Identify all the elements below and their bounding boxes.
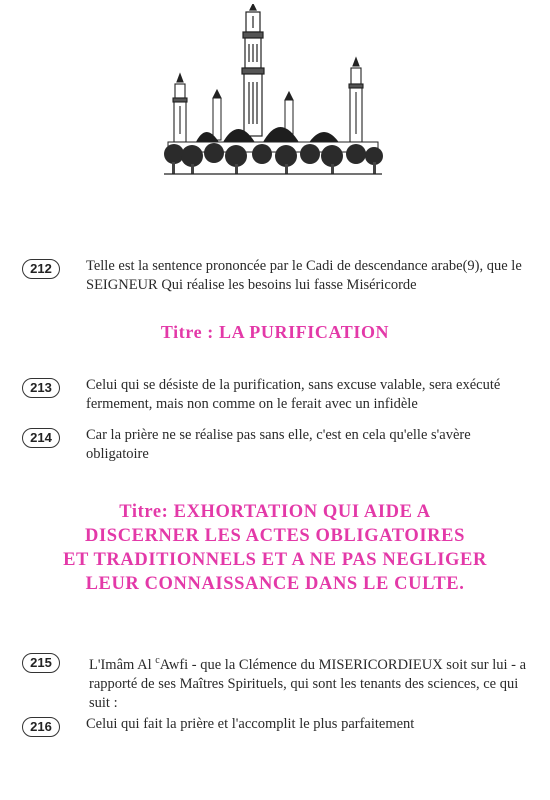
- verse-number-badge: 212: [22, 259, 60, 279]
- heading-exhortation: [0, 500, 550, 596]
- verse-text-start: L'Imâm Al: [89, 656, 156, 673]
- verse-text: [89, 651, 536, 713]
- heading-line: LEUR CONNAISSANCE DANS LE CULTE.: [85, 574, 465, 594]
- heading-line: Titre: EXHORTATION QUI AIDE A: [119, 502, 431, 522]
- verse-text-superscript: c: [155, 655, 160, 666]
- verse-number-badge: 214: [22, 428, 60, 448]
- mosque-icon: [160, 4, 385, 176]
- verse-number-badge: 216: [22, 717, 60, 737]
- verse-213: [22, 376, 536, 414]
- heading-line: ET TRADITIONNELS ET A NE PAS NEGLIGER: [63, 550, 487, 570]
- verse-text: Telle est la sentence prononcée par le Cadi de descendance arabe(9), que le SEIGNEUR Qui réalise les besoins lui fasse Miséricorde: [86, 258, 522, 293]
- verse-number-badge: 213: [22, 378, 60, 398]
- heading-purification: Titre : LA PURIFICATION: [160, 322, 390, 342]
- verse-text: Celui qui se désiste de la purification, sans excuse valable, sera exécuté fermement, mais non comme on le ferait avec un infidèle: [86, 377, 501, 412]
- verse-text: Celui qui fait la prière et l'accomplit le plus parfaitement: [86, 716, 415, 732]
- verse-216: [22, 715, 536, 737]
- verse-212: [22, 257, 536, 295]
- verse-text-rest: Awfi - que la Clémence du MISERICORDIEUX soit sur lui - a rapporté de ses Maîtres Spirituels, qui sont les tenants des sciences, ce qui suit :: [89, 656, 527, 711]
- verse-text: Car la prière ne se réalise pas sans elle, c'est en cela qu'elle s'avère obligatoire: [86, 427, 471, 462]
- verse-214: [22, 426, 536, 464]
- verse-215: [22, 651, 536, 713]
- heading-line: DISCERNER LES ACTES OBLIGATOIRES: [85, 526, 465, 546]
- verse-number-badge: 215: [22, 653, 60, 673]
